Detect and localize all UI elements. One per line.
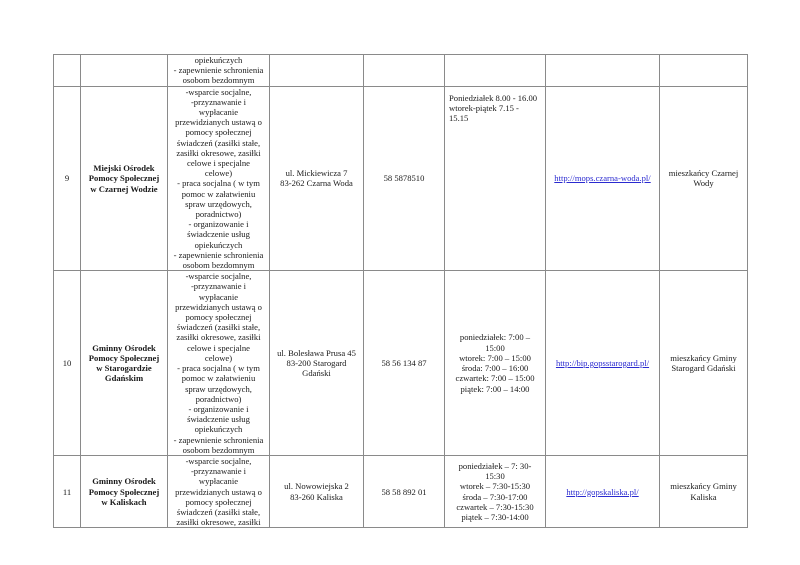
service-line: celowe) bbox=[204, 352, 233, 363]
website-cell bbox=[546, 86, 660, 271]
opening-hours-line: poniedziałek – 7: 30- bbox=[458, 461, 532, 472]
phone-number: 58 5878510 bbox=[383, 173, 425, 184]
service-area-cell bbox=[660, 271, 748, 456]
service-line: - organizowanie i bbox=[188, 403, 249, 414]
opening-hours-cell bbox=[445, 271, 546, 456]
service-line: świadczeń (zasiłki stałe, bbox=[176, 137, 261, 148]
service-line: osobom bezdomnym bbox=[182, 444, 255, 455]
website-link[interactable]: http://gopskaliska.pl/ bbox=[566, 486, 639, 497]
opening-hours-line: czwartek: 7:00 – 15:00 bbox=[455, 373, 535, 384]
opening-hours bbox=[449, 93, 541, 124]
services-cell bbox=[168, 455, 270, 527]
service-line: wypłacanie bbox=[198, 291, 239, 302]
service-line: pomoc w załatwieniu bbox=[181, 188, 256, 199]
service-line: zasiłki okresowe, zasiłki bbox=[176, 517, 261, 528]
service-area-line: mieszkańcy Gminy bbox=[670, 352, 737, 363]
service-line: pomoc w załatwieniu bbox=[181, 373, 256, 384]
institution-name-line: Gminny Ośrodek bbox=[92, 342, 156, 353]
opening-hours-line: wtorek: 7:00 – 15:00 bbox=[459, 352, 531, 363]
opening-hours-line: środa: 7:00 – 16:00 bbox=[461, 363, 529, 374]
institution-name-line: w Starogardzie bbox=[96, 363, 152, 374]
opening-hours-line: poniedziałek: 7:00 – bbox=[459, 332, 531, 343]
service-line: opiekuńczych bbox=[194, 55, 243, 65]
opening-hours-line: środa – 7:30-17:00 bbox=[462, 491, 528, 502]
service-line: - organizowanie i bbox=[188, 219, 249, 230]
website-link[interactable]: http://bip.gopsstarogard.pl/ bbox=[555, 357, 650, 368]
table-row bbox=[54, 55, 748, 87]
opening-hours-line: 15:00 bbox=[485, 342, 505, 353]
phone-number: 58 56 134 87 bbox=[381, 357, 427, 368]
opening-hours-line: piątek – 7:30-14:00 bbox=[461, 512, 529, 523]
service-line: wypłacanie bbox=[198, 476, 239, 487]
service-line: osobom bezdomnym bbox=[182, 75, 255, 86]
row-number: 11 bbox=[62, 486, 72, 497]
service-line: świadczeń (zasiłki stałe, bbox=[176, 506, 261, 517]
opening-hours-cell bbox=[445, 455, 546, 527]
service-area-cell bbox=[660, 55, 748, 87]
address-line: 83-260 Kaliska bbox=[290, 491, 343, 502]
website-link[interactable]: http://mops.czarna-woda.pl/ bbox=[554, 173, 651, 184]
institution-name-line: Miejski Ośrodek bbox=[93, 163, 155, 174]
service-line: wypłacanie bbox=[198, 107, 239, 118]
service-line: poradnictwo) bbox=[195, 393, 242, 404]
service-line: przewidzianych ustawą o bbox=[175, 486, 262, 497]
service-line: - zapewnienie schronienia bbox=[173, 249, 264, 260]
phone-cell bbox=[364, 86, 445, 271]
institution-name-cell bbox=[81, 86, 168, 271]
service-area-line: Starogard Gdański bbox=[671, 363, 736, 374]
opening-hours-line: 15:30 bbox=[485, 471, 505, 482]
service-area-cell bbox=[660, 455, 748, 527]
row-number: 10 bbox=[62, 357, 72, 368]
service-line: spraw urzędowych, bbox=[185, 383, 252, 394]
service-line: celowe) bbox=[204, 168, 233, 179]
service-line: zasiłki okresowe, zasiłki bbox=[176, 332, 261, 343]
row-number-cell bbox=[54, 271, 81, 456]
service-area-line: Wody bbox=[693, 178, 714, 189]
institution-name-cell bbox=[81, 271, 168, 456]
service-line: opiekuńczych bbox=[194, 239, 243, 250]
opening-hours-line: wtorek – 7:30-15:30 bbox=[459, 481, 531, 492]
opening-hours-line: 15.15 bbox=[449, 113, 469, 124]
opening-hours-line: wtorek-piątek 7.15 - bbox=[449, 102, 519, 113]
service-line: pomocy społecznej bbox=[185, 312, 252, 323]
phone-cell bbox=[364, 455, 445, 527]
service-line: - praca socjalna ( w tym bbox=[177, 178, 260, 189]
website-cell bbox=[546, 271, 660, 456]
service-area-cell bbox=[660, 86, 748, 271]
address-cell bbox=[270, 455, 364, 527]
service-line: pomocy społecznej bbox=[185, 496, 252, 507]
social-assistance-table bbox=[53, 54, 748, 528]
opening-hours-cell bbox=[445, 86, 546, 271]
website-cell bbox=[546, 55, 660, 87]
institution-name-line: Pomocy Społecznej bbox=[88, 486, 160, 497]
service-line: - praca socjalna ( w tym bbox=[177, 363, 260, 374]
service-line: -wsparcie socjalne, bbox=[185, 455, 252, 466]
address-line: 83-262 Czarna Woda bbox=[280, 178, 353, 189]
service-line: -wsparcie socjalne, bbox=[185, 86, 252, 97]
table-row bbox=[54, 455, 748, 527]
institution-name-line: Gdańskim bbox=[104, 373, 144, 384]
institution-name-line: Pomocy Społecznej bbox=[88, 173, 160, 184]
service-line: spraw urzędowych, bbox=[185, 198, 252, 209]
table-row bbox=[54, 271, 748, 456]
service-line: pomocy społecznej bbox=[185, 127, 252, 138]
row-number-cell bbox=[54, 86, 81, 271]
service-line: -wsparcie socjalne, bbox=[185, 271, 252, 282]
opening-hours-line: piątek: 7:00 – 14:00 bbox=[460, 383, 530, 394]
address-cell bbox=[270, 55, 364, 87]
opening-hours bbox=[447, 332, 543, 393]
address-line: ul. Mickiewicza 7 bbox=[285, 168, 348, 179]
service-line: -przyznawanie i bbox=[190, 466, 247, 477]
phone-number: 58 58 892 01 bbox=[381, 486, 427, 497]
address-line: ul. Nowowiejska 2 bbox=[284, 481, 349, 492]
service-line: świadczenie usług bbox=[187, 414, 250, 425]
address-line: 83-200 Starogard bbox=[286, 357, 347, 368]
service-line: opiekuńczych bbox=[194, 424, 243, 435]
row-number-cell bbox=[54, 455, 81, 527]
row-number: 9 bbox=[64, 173, 70, 184]
opening-hours-line: czwartek – 7:30-15:30 bbox=[456, 501, 534, 512]
services-cell bbox=[168, 271, 270, 456]
address-line: ul. Bolesława Prusa 45 bbox=[277, 347, 356, 358]
service-area-line: mieszkańcy Czarnej bbox=[668, 168, 739, 179]
institution-name-line: w Kaliskach bbox=[101, 496, 147, 507]
service-area-line: Kaliska bbox=[690, 491, 717, 502]
service-line: -przyznawanie i bbox=[190, 96, 247, 107]
row-number-cell bbox=[54, 55, 81, 87]
services-cell bbox=[168, 55, 270, 87]
service-line: -przyznawanie i bbox=[190, 281, 247, 292]
website-cell bbox=[546, 455, 660, 527]
institution-name-line: Pomocy Społecznej bbox=[88, 352, 160, 363]
service-area-line: mieszkańcy Gminy bbox=[670, 481, 737, 492]
service-line: celowe i specjalne bbox=[187, 158, 250, 169]
opening-hours-cell bbox=[445, 55, 546, 87]
institution-name-line: w Czarnej Wodzie bbox=[90, 183, 158, 194]
service-line: świadczenie usług bbox=[187, 229, 250, 240]
phone-cell bbox=[364, 271, 445, 456]
services-cell bbox=[168, 86, 270, 271]
service-line: przewidzianych ustawą o bbox=[175, 117, 262, 128]
service-line: - zapewnienie schronienia bbox=[173, 434, 264, 445]
service-line: osobom bezdomnym bbox=[182, 260, 255, 271]
address-cell bbox=[270, 271, 364, 456]
service-line: zasiłki okresowe, zasiłki bbox=[176, 147, 261, 158]
table-row bbox=[54, 86, 748, 271]
institution-name-cell bbox=[81, 455, 168, 527]
service-line: przewidzianych ustawą o bbox=[175, 301, 262, 312]
phone-cell bbox=[364, 55, 445, 87]
service-line: świadczeń (zasiłki stałe, bbox=[176, 322, 261, 333]
opening-hours bbox=[447, 461, 543, 522]
service-line: poradnictwo) bbox=[195, 209, 242, 220]
institution-name-line: Gminny Ośrodek bbox=[92, 476, 156, 487]
institution-name-cell bbox=[81, 55, 168, 87]
service-line: - zapewnienie schronienia bbox=[173, 65, 264, 76]
address-cell bbox=[270, 86, 364, 271]
opening-hours-line: Poniedziałek 8.00 - 16.00 bbox=[449, 92, 538, 103]
address-line: Gdański bbox=[302, 368, 331, 379]
service-line: celowe i specjalne bbox=[187, 342, 250, 353]
